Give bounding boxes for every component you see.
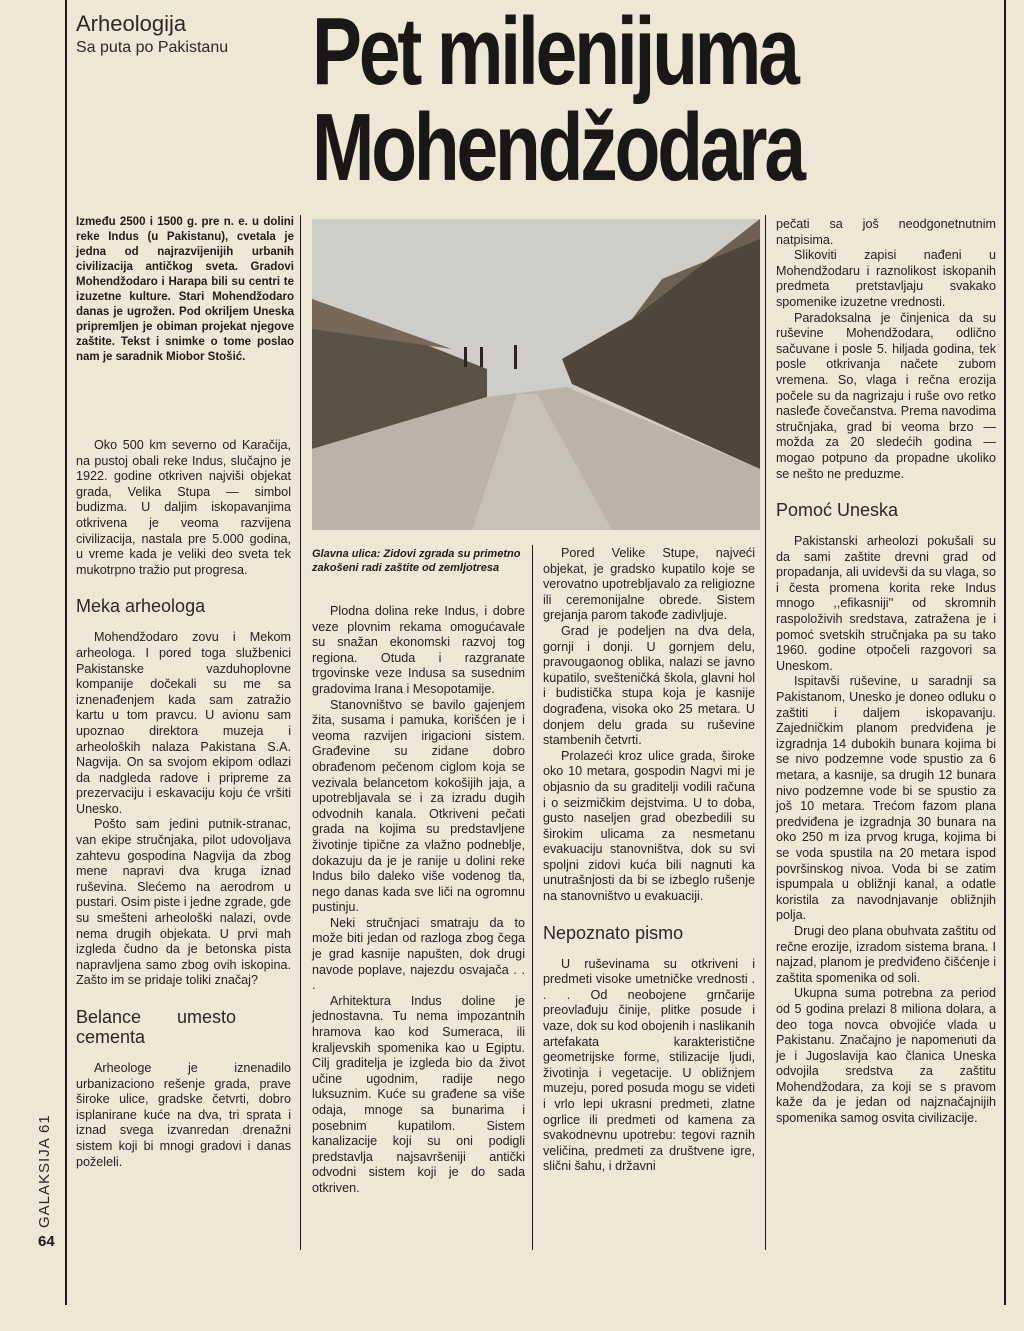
- column-divider: [765, 215, 766, 1250]
- subhead-meka-arheologa: Meka arheologa: [76, 596, 206, 617]
- col4-paragraph: Pakistanski arheolozi pokušali su da sami zaštite drevni grad od propadanja, ali uvidevši da su vlaga, so i česta promena korita reke Indus mnogo ,,efikasniji'' od skromnih raspoloživih sredstava, zatražena je i pomoć svetskih stručnjaka pa su tako 1960. godine otpočeli razgovori sa Uneskom.: [776, 534, 996, 673]
- col2-paragraph: Arhitektura Indus doline je jednostavna. Tu nema impozantnih hramova kao kod Sumeraca, ili kraljevskih spomenika kao u Egiptu. Cilj graditelja je izgleda bio da život učine ugodnim, radije nego luksuznim. Kuće su građene sa više odaja, mnoge sa bunarima i posebnim kupatilom. Sistem kanalizacije koji su oni podigli predstavlja najsavršeniji antički odvodni sistem koji je do sada otkriven.: [312, 993, 525, 1195]
- col2-paragraph: Neki stručnjaci smatraju da to može biti jedan od razloga zbog čega je grad kasnije napušten, dok drugi navode poplave, najezdu osvajača . . .: [312, 915, 525, 993]
- column-2: [312, 604, 525, 1197]
- lead-paragraph: Između 2500 i 1500 g. pre n. e. u dolini reke Indus (u Pakistanu), cvetala je jedna od najrazvijenijih urbanih civilizacija antičkog sveta. Gradovi Mohendžodaro i Harapa bili su centri te izuzetne kulture. Stari Mohendžodaro danas je ugrožen. Pod okriljem Uneska pripremljen je obiman projekat njegove zaštite. Tekst i snimke o tome poslao nam je saradnik Miobor Stošić.: [76, 216, 294, 363]
- section-subtitle: Sa puta po Pakistanu: [76, 39, 229, 56]
- headline-line-2: Mohendžodara: [312, 94, 803, 201]
- column-4: [776, 217, 996, 1127]
- col2-paragraph: Plodna dolina reke Indus, i dobre veze plovnim rekama omogućavale su snažan ekonomski razvoj tog regiona. Otuda i razgranate trgovinske veze Indusa sa susednim gradovima Irana i Mesopotamije.: [312, 604, 525, 696]
- col4-paragraph: Slikoviti zapisi nađeni u Mohendžodaru i raznolikost iskopanih predmeta pretstavljaju svakako spomenike izuzetne vrednosti.: [776, 248, 996, 309]
- headline-line-1: Pet milenijuma: [312, 0, 797, 105]
- col1-paragraph: Arheologe je iznenadilo urbanizaciono rešenje grada, prave široke ulice, gradske četvrti, dobro isplanirane kuće na dva, tri sprata i iznad svega izvanredan drenažni sistem koji bi mnogi gradovi i danas poželeli.: [76, 1061, 291, 1169]
- col4-paragraph: Paradoksalna je činjenica da su ruševine Mohendžodara, odlično sačuvane i posle 5. hiljada godina, tek posle otkrivanja načete zubom vremena. So, vlaga i rečna erozija počele su da nagrizaju i ruše ovo retko nasleđe čovečanstva. Prema navodima stručnjaka, grad bi veoma brzo — možda za 20 sledećih godina — mogao potpuno da propadne ukoliko se nešto ne preduzme.: [776, 310, 996, 481]
- col1-paragraph: Pošto sam jedini putnik-stranac, van ekipe stručnjaka, pilot udovoljava zahtevu gospodina Nagvija da zbog mene napravi dva kruga iznad ruševina. Slećemo na aerodrom u pustari. Osim piste i jedne zgrade, gde su smešteni arheološki nalazi, ovde nema drugih objekata. U prvi mah izgleda čudno da je betonska pista napravljena samo zbog ovih iskopina. Zašto im se pridaje toliki značaj?: [76, 817, 291, 988]
- col4-paragraph: Ukupna suma potrebna za period od 5 godina prelazi 8 miliona dolara, a deo toga novca obvojiće vlada u Pakistanu. Značajno je napomenuti da je i Jugoslavija kao članica Uneska odvojila sredstva za zaštitu Mohendžodara, za koji se s pravom kaže da je jedan od najznačajnijih spomenika samog osvita civilizacije.: [776, 986, 996, 1126]
- subhead-pomoc-uneska: Pomoć Uneska: [776, 500, 899, 521]
- magazine-name: GALAKSIJA 61: [36, 1114, 53, 1228]
- col3-paragraph: Grad je podeljen na dva dela, gornji i donji. U gornjem delu, pravougaonog oblika, nalazi se javno kupatilo, svešteničká škola, glavni hol i budistička stupa koja je kasnije dograđena, visoka oko 25 metara. U donjem delu grada su ruševine stambenih četvrti.: [543, 623, 755, 748]
- col1-paragraph: Mohendžodaro zovu i Mekom arheologa. I pored toga službenici Pakistanske vazduhoplovne kompanije dočekali su me sa iznenađenjem kada sam zatražio kartu u tom pravcu. U avionu sam upoznao direktora muzeja i arheoloških nalaza Pakistana S.A. Nagvija. On sa svojom ekipom odlazi da nadgleda radove i pripreme za prezervaciju i eskavaciju koju će vršiti Unesko.: [76, 630, 291, 816]
- column-1: [76, 438, 291, 1170]
- col3-paragraph: U ruševinama su otkriveni i predmeti visoke umetničke vrednosti . . . Od neobojene grnčarije preovlađuju činije, plitke posude i vaze, dok su kod obojenih i naslikanih artefakata karakteristične geometrijske forme, stilizacije ljudi, životinja i vegetacije. U obližnjem muzeju, pored posuda mogu se videti i vrlo lepi ukrasni predmeti, zlatne ogrlice ili predmeti od kamena za svakodnevnu upotrebu: tegovi raznih veličina, predmeti za društvene igre, slični šahu, i državni: [543, 956, 755, 1174]
- left-margin-rule: [65, 0, 67, 1305]
- right-margin-rule: [1004, 0, 1006, 1305]
- ruins-street-photo: [312, 219, 760, 530]
- photo-caption: Glavna ulica: Zidovi zgrada su primetno zakošeni radi zaštite od zemljotresa: [312, 548, 521, 574]
- col3-paragraph: Prolazeći kroz ulice grada, široke oko 10 metara, gospodin Nagvi mi je objasnio da su graditelji vodili računa i o seizmičkim dejstvima. U to doba, gusto naseljen grad obezbedili su širokim ulicama za nesmetanu evakuaciju stanovništva, dok su svi spoljni zidovi kuća bili nagnuti ka unutrašnjosti da bi se izbeglo rušenje na stanovništvo u evakuaciji.: [543, 748, 755, 904]
- headline: [312, 0, 803, 201]
- column-3: [543, 546, 755, 1175]
- photo-main-street: [312, 219, 760, 530]
- col3-paragraph: Pored Velike Stupe, najveći objekat, je gradsko kupatilo koje se verovatno upotrebljavalo za religiozne ili ceremonijalne obrede. Sistem grejanja parom takođe zadivljuje.: [543, 546, 755, 623]
- col2-paragraph: Stanovništvo se bavilo gajenjem žita, susama i pamuka, korišćen je i veoma razvijen irigacioni sistem. Građevine su zidane dobro obrađenom pečenom ciglom koja se vezivala belancetom kokošijih jaja, a upotrebljavala se i za izradu dugih odvodnih kanala. Otkriveni pečati grada na kojima su predstavljene životinje tipične za vlažno podneblje, dokazuju da je je ranije u dolini reke Indus bilo daleko više vodenog tla, nego danas kada sve liči na ogromnu pustinju.: [312, 697, 525, 915]
- subhead-nepoznato-pismo: Nepoznato pismo: [543, 922, 684, 943]
- subhead-belance: Belance umesto cementa: [76, 1007, 236, 1047]
- column-divider: [300, 215, 301, 1250]
- col4-paragraph: Ispitavši ruševine, u saradnji sa Pakistanom, Unesko je doneo odluku o zaštiti i daljem iskopavanju. Zajedničkim planom predviđena je izgradnja 14 dubokih bunara kojima bi se nivo podzemne vode spustio za 6 metara, a kasnije, sa drugih 12 bunara nivo podzemne vode bi se spustio za još 10 metara. Trećom fazom plana predviđena je izgradnja 30 bunara na oko 250 m iza prvog kruga, kojima bi se voda spustila na 20 metara ispod površinskog nivoa. Voda bi se zatim ispumpala u obližnji kanal, a odatle koristila za navodnjavanje obližnjih polja.: [776, 674, 996, 923]
- column-divider: [532, 545, 533, 1250]
- col4-paragraph: pečati sa još neodgonetnutnim natpisima.: [776, 217, 996, 247]
- page-number: 64: [38, 1233, 55, 1250]
- col4-paragraph: Drugi deo plana obuhvata zaštitu od rečne erozije, izradom sistema brana. I najzad, planom je predviđeno čišćenje i zaštita spomenika od soli.: [776, 923, 996, 985]
- section-label: Arheologija: [76, 11, 187, 36]
- col1-intro: Oko 500 km severno od Karačija, na pustoj obali reke Indus, slučajno je 1922. godine otkriven najviši objekat grada, Velika Stupa — simbol budizma. U daljim iskopavanjima otkrivena je veoma razvijena civilizacija, nastala pre 5.000 godina, u vreme kada je veliki deo sveta tek mukotrpno tražio put progresa.: [76, 438, 291, 577]
